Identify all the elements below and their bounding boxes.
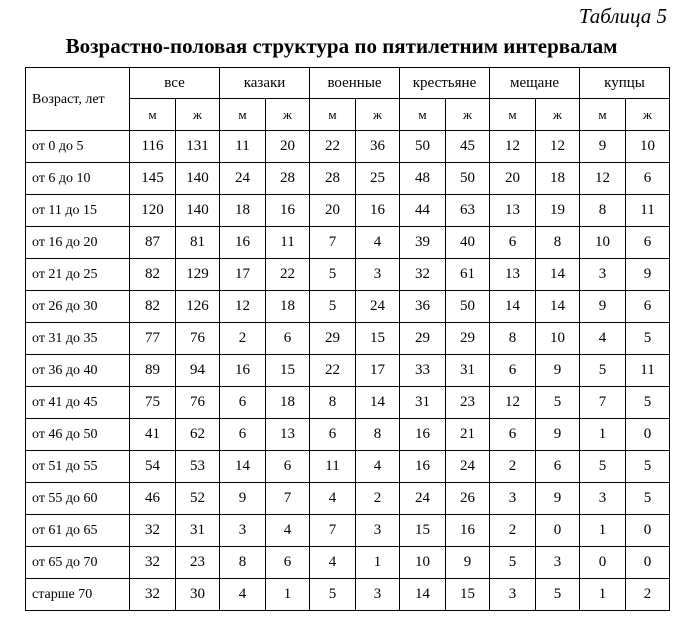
sex-header: м [310, 99, 356, 131]
value-cell: 5 [580, 355, 626, 387]
sex-header: м [220, 99, 266, 131]
value-cell: 52 [176, 483, 220, 515]
value-cell: 9 [580, 291, 626, 323]
value-cell: 50 [446, 291, 490, 323]
value-cell: 53 [176, 451, 220, 483]
age-cell: от 65 до 70 [26, 547, 130, 579]
value-cell: 5 [310, 579, 356, 611]
value-cell: 13 [490, 195, 536, 227]
table-caption: Таблица 5 [578, 4, 667, 28]
table-body [26, 131, 670, 611]
age-cell: старше 70 [26, 579, 130, 611]
table-row [26, 515, 670, 547]
value-cell: 16 [400, 451, 446, 483]
value-cell: 1 [580, 515, 626, 547]
value-cell: 5 [626, 451, 670, 483]
value-cell: 12 [490, 131, 536, 163]
value-cell: 6 [220, 387, 266, 419]
value-cell: 11 [626, 195, 670, 227]
value-cell: 8 [356, 419, 400, 451]
value-cell: 3 [490, 579, 536, 611]
age-cell: от 51 до 55 [26, 451, 130, 483]
value-cell: 16 [356, 195, 400, 227]
value-cell: 15 [266, 355, 310, 387]
value-cell: 62 [176, 419, 220, 451]
value-cell: 39 [400, 227, 446, 259]
value-cell: 94 [176, 355, 220, 387]
value-cell: 10 [400, 547, 446, 579]
value-cell: 140 [176, 163, 220, 195]
value-cell: 11 [266, 227, 310, 259]
value-cell: 16 [446, 515, 490, 547]
age-cell: от 16 до 20 [26, 227, 130, 259]
value-cell: 14 [536, 259, 580, 291]
value-cell: 126 [176, 291, 220, 323]
value-cell: 50 [400, 131, 446, 163]
value-cell: 25 [356, 163, 400, 195]
value-cell: 30 [176, 579, 220, 611]
value-cell: 16 [266, 195, 310, 227]
value-cell: 1 [356, 547, 400, 579]
value-cell: 5 [626, 323, 670, 355]
value-cell: 32 [130, 547, 176, 579]
group-header: военные [310, 68, 400, 99]
value-cell: 129 [176, 259, 220, 291]
value-cell: 20 [266, 131, 310, 163]
table-row [26, 355, 670, 387]
value-cell: 89 [130, 355, 176, 387]
table-row [26, 291, 670, 323]
value-cell: 6 [490, 419, 536, 451]
value-cell: 131 [176, 131, 220, 163]
age-cell: от 6 до 10 [26, 163, 130, 195]
value-cell: 12 [220, 291, 266, 323]
value-cell: 1 [580, 579, 626, 611]
value-cell: 81 [176, 227, 220, 259]
value-cell: 12 [490, 387, 536, 419]
value-cell: 9 [446, 547, 490, 579]
age-cell: от 31 до 35 [26, 323, 130, 355]
table-row [26, 451, 670, 483]
group-header-row [26, 68, 670, 99]
age-cell: от 41 до 45 [26, 387, 130, 419]
value-cell: 32 [130, 579, 176, 611]
value-cell: 26 [446, 483, 490, 515]
table-row [26, 387, 670, 419]
group-header: крестьяне [400, 68, 490, 99]
sex-header: м [490, 99, 536, 131]
value-cell: 75 [130, 387, 176, 419]
value-cell: 10 [580, 227, 626, 259]
value-cell: 6 [266, 323, 310, 355]
table-row [26, 227, 670, 259]
value-cell: 2 [490, 515, 536, 547]
value-cell: 7 [310, 227, 356, 259]
value-cell: 18 [536, 163, 580, 195]
value-cell: 10 [626, 131, 670, 163]
value-cell: 6 [626, 291, 670, 323]
value-cell: 12 [580, 163, 626, 195]
value-cell: 14 [356, 387, 400, 419]
value-cell: 9 [536, 483, 580, 515]
value-cell: 32 [130, 515, 176, 547]
value-cell: 3 [220, 515, 266, 547]
value-cell: 61 [446, 259, 490, 291]
group-header: мещане [490, 68, 580, 99]
value-cell: 63 [446, 195, 490, 227]
value-cell: 54 [130, 451, 176, 483]
value-cell: 44 [400, 195, 446, 227]
value-cell: 11 [310, 451, 356, 483]
value-cell: 15 [356, 323, 400, 355]
value-cell: 5 [626, 483, 670, 515]
value-cell: 6 [266, 547, 310, 579]
value-cell: 7 [310, 515, 356, 547]
value-cell: 7 [266, 483, 310, 515]
value-cell: 3 [356, 259, 400, 291]
value-cell: 4 [356, 227, 400, 259]
value-cell: 50 [446, 163, 490, 195]
value-cell: 28 [310, 163, 356, 195]
value-cell: 1 [266, 579, 310, 611]
value-cell: 5 [536, 387, 580, 419]
value-cell: 3 [356, 515, 400, 547]
age-sex-table [25, 67, 670, 611]
value-cell: 2 [220, 323, 266, 355]
value-cell: 6 [626, 227, 670, 259]
age-cell: от 61 до 65 [26, 515, 130, 547]
value-cell: 32 [400, 259, 446, 291]
value-cell: 82 [130, 259, 176, 291]
table-row [26, 483, 670, 515]
value-cell: 3 [356, 579, 400, 611]
value-cell: 4 [580, 323, 626, 355]
value-cell: 0 [626, 419, 670, 451]
value-cell: 5 [626, 387, 670, 419]
value-cell: 19 [536, 195, 580, 227]
sex-header: ж [176, 99, 220, 131]
value-cell: 7 [580, 387, 626, 419]
value-cell: 17 [220, 259, 266, 291]
value-cell: 3 [580, 259, 626, 291]
value-cell: 87 [130, 227, 176, 259]
value-cell: 23 [176, 547, 220, 579]
value-cell: 4 [220, 579, 266, 611]
value-cell: 8 [220, 547, 266, 579]
value-cell: 24 [446, 451, 490, 483]
value-cell: 16 [220, 355, 266, 387]
value-cell: 6 [310, 419, 356, 451]
value-cell: 6 [266, 451, 310, 483]
table-row [26, 419, 670, 451]
value-cell: 31 [446, 355, 490, 387]
value-cell: 17 [356, 355, 400, 387]
value-cell: 14 [490, 291, 536, 323]
value-cell: 6 [490, 355, 536, 387]
value-cell: 28 [266, 163, 310, 195]
value-cell: 2 [490, 451, 536, 483]
value-cell: 9 [220, 483, 266, 515]
value-cell: 5 [490, 547, 536, 579]
table-row [26, 163, 670, 195]
value-cell: 45 [446, 131, 490, 163]
value-cell: 5 [536, 579, 580, 611]
value-cell: 31 [176, 515, 220, 547]
value-cell: 14 [220, 451, 266, 483]
value-cell: 11 [626, 355, 670, 387]
value-cell: 29 [400, 323, 446, 355]
value-cell: 12 [536, 131, 580, 163]
sex-header: м [580, 99, 626, 131]
value-cell: 36 [356, 131, 400, 163]
value-cell: 18 [266, 291, 310, 323]
value-cell: 15 [400, 515, 446, 547]
value-cell: 0 [626, 547, 670, 579]
value-cell: 140 [176, 195, 220, 227]
value-cell: 40 [446, 227, 490, 259]
value-cell: 14 [400, 579, 446, 611]
value-cell: 18 [266, 387, 310, 419]
value-cell: 0 [580, 547, 626, 579]
sex-header: ж [536, 99, 580, 131]
value-cell: 29 [310, 323, 356, 355]
value-cell: 8 [310, 387, 356, 419]
value-cell: 116 [130, 131, 176, 163]
value-cell: 24 [400, 483, 446, 515]
value-cell: 13 [490, 259, 536, 291]
age-cell: от 21 до 25 [26, 259, 130, 291]
value-cell: 36 [400, 291, 446, 323]
value-cell: 9 [626, 259, 670, 291]
value-cell: 23 [446, 387, 490, 419]
value-cell: 6 [536, 451, 580, 483]
value-cell: 24 [220, 163, 266, 195]
sex-header: ж [356, 99, 400, 131]
value-cell: 22 [310, 355, 356, 387]
value-cell: 120 [130, 195, 176, 227]
value-cell: 76 [176, 387, 220, 419]
table-row [26, 323, 670, 355]
value-cell: 9 [580, 131, 626, 163]
value-cell: 29 [446, 323, 490, 355]
value-cell: 3 [490, 483, 536, 515]
table-row [26, 547, 670, 579]
value-cell: 4 [266, 515, 310, 547]
value-cell: 41 [130, 419, 176, 451]
value-cell: 46 [130, 483, 176, 515]
value-cell: 5 [310, 291, 356, 323]
table-row [26, 259, 670, 291]
value-cell: 13 [266, 419, 310, 451]
value-cell: 6 [490, 227, 536, 259]
table-row [26, 579, 670, 611]
group-header: все [130, 68, 220, 99]
sex-header: ж [446, 99, 490, 131]
value-cell: 6 [220, 419, 266, 451]
value-cell: 18 [220, 195, 266, 227]
value-cell: 5 [580, 451, 626, 483]
value-cell: 21 [446, 419, 490, 451]
value-cell: 82 [130, 291, 176, 323]
age-cell: от 46 до 50 [26, 419, 130, 451]
value-cell: 2 [626, 579, 670, 611]
age-cell: от 36 до 40 [26, 355, 130, 387]
age-column-header: Возраст, лет [26, 68, 130, 131]
sex-header: ж [626, 99, 670, 131]
table-title: Возрастно-половая структура по пятилетним интервалам [65, 34, 618, 58]
value-cell: 3 [536, 547, 580, 579]
value-cell: 9 [536, 419, 580, 451]
sex-header: м [130, 99, 176, 131]
value-cell: 33 [400, 355, 446, 387]
value-cell: 8 [490, 323, 536, 355]
value-cell: 6 [626, 163, 670, 195]
value-cell: 77 [130, 323, 176, 355]
value-cell: 14 [536, 291, 580, 323]
value-cell: 76 [176, 323, 220, 355]
value-cell: 4 [310, 483, 356, 515]
value-cell: 20 [310, 195, 356, 227]
value-cell: 5 [310, 259, 356, 291]
sex-header: ж [266, 99, 310, 131]
value-cell: 15 [446, 579, 490, 611]
age-cell: от 11 до 15 [26, 195, 130, 227]
value-cell: 8 [580, 195, 626, 227]
table-row [26, 195, 670, 227]
value-cell: 4 [310, 547, 356, 579]
value-cell: 16 [220, 227, 266, 259]
value-cell: 3 [580, 483, 626, 515]
value-cell: 16 [400, 419, 446, 451]
value-cell: 8 [536, 227, 580, 259]
value-cell: 2 [356, 483, 400, 515]
value-cell: 0 [626, 515, 670, 547]
group-header: купцы [580, 68, 670, 99]
value-cell: 22 [266, 259, 310, 291]
value-cell: 20 [490, 163, 536, 195]
value-cell: 31 [400, 387, 446, 419]
value-cell: 22 [310, 131, 356, 163]
value-cell: 9 [536, 355, 580, 387]
sex-header: м [400, 99, 446, 131]
value-cell: 11 [220, 131, 266, 163]
value-cell: 0 [536, 515, 580, 547]
value-cell: 145 [130, 163, 176, 195]
value-cell: 4 [356, 451, 400, 483]
age-cell: от 55 до 60 [26, 483, 130, 515]
value-cell: 10 [536, 323, 580, 355]
table-row [26, 131, 670, 163]
age-cell: от 0 до 5 [26, 131, 130, 163]
age-cell: от 26 до 30 [26, 291, 130, 323]
group-header: казаки [220, 68, 310, 99]
value-cell: 48 [400, 163, 446, 195]
value-cell: 24 [356, 291, 400, 323]
value-cell: 1 [580, 419, 626, 451]
